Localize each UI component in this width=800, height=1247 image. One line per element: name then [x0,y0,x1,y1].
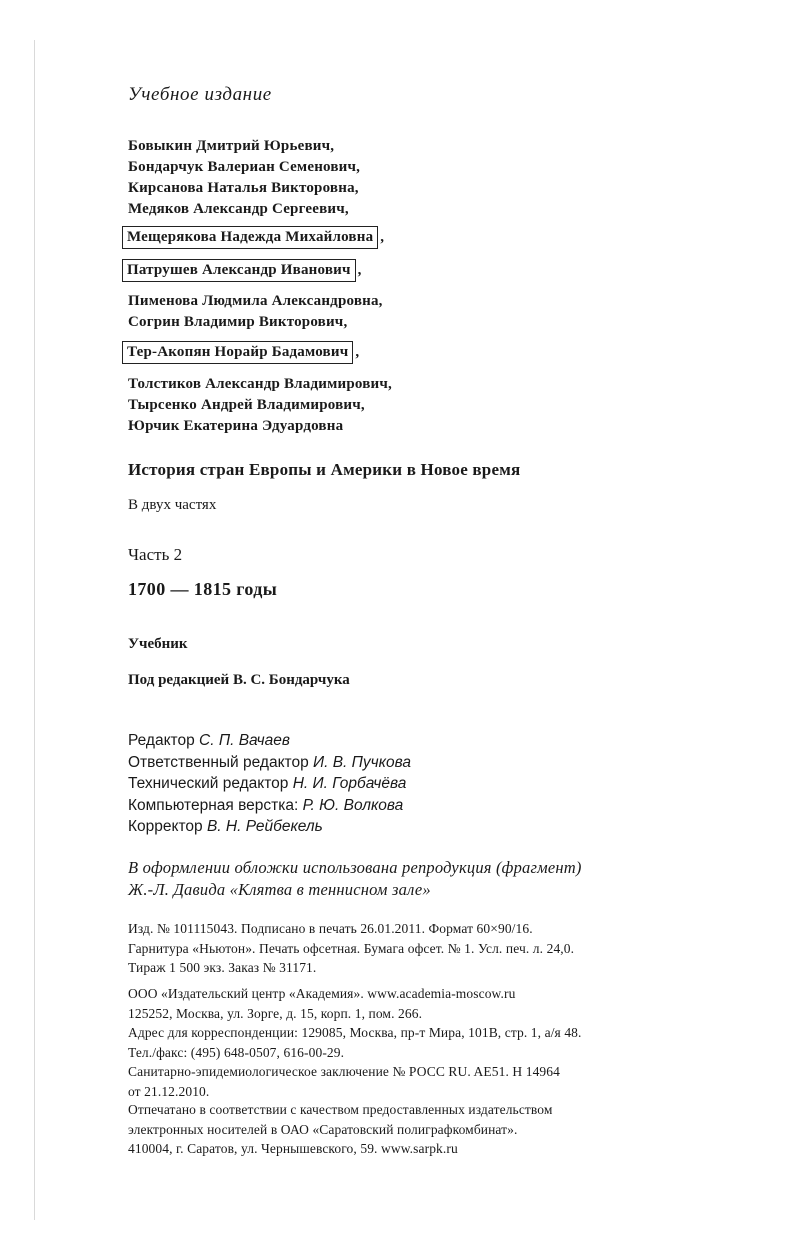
publisher-details-line: от 21.12.2010. [128,1083,210,1099]
printer-details-line: 410004, г. Саратов, ул. Чернышевского, 59. www.sarpk.ru [128,1141,458,1156]
author-2 [128,157,360,177]
print-details-line: Тираж 1 500 экз. Заказ № 31171. [128,960,317,975]
credit-person: Н. И. Горбачёва [292,775,407,792]
book-subtitle: В двух частях [128,497,217,513]
publisher-details-line: Адрес для корреспонденции: 129085, Москва, пр-т Мира, 101В, стр. 1, а/я 48. [128,1025,582,1040]
author-8 [128,312,347,332]
credit-layout [128,795,411,817]
edited-by: Под редакцией В. С. Бондарчука [128,672,350,688]
author-name: Бовыкин Дмитрий Юрьевич, [128,138,335,154]
credit-role: Ответственный редактор [128,753,309,771]
book-part: Часть 2 [128,545,183,564]
cover-note-line: В оформлении обложки использована репродукция (фрагмент) [128,858,582,877]
printer-details-line: электронных носителей в ОАО «Саратовский полиграфкомбинат». [128,1121,518,1137]
author-12 [128,416,343,436]
publisher-details-line: ООО «Издательский центр «Академия». www.academia-moscow.ru [128,986,516,1001]
print-details [128,919,574,978]
author-11 [128,395,365,415]
author-name-boxed: Патрушев Александр Иванович [122,259,356,282]
credit-editor [128,730,411,752]
credit-person: В. Н. Рейбекель [206,818,323,835]
credit-role: Компьютерная верстка: [128,796,299,814]
author-name: Бондарчук Валериан Семенович, [128,159,361,175]
author-10 [128,374,392,394]
credit-proofreader [128,816,411,838]
print-details-line: Гарнитура «Ньютон». Печать офсетная. Бумага офсет. № 1. Усл. печ. л. 24,0. [128,940,575,956]
publisher-details-line: Тел./факс: (495) 648-0507, 616-00-29. [128,1044,345,1060]
publisher-details [128,984,582,1101]
author-9 [128,342,359,362]
credit-role: Технический редактор [128,775,289,792]
author-name: Медяков Александр Сергеевич, [128,201,349,217]
credit-role: Редактор [128,732,195,749]
credit-technical-editor [128,773,411,795]
publisher-details-line: 125252, Москва, ул. Зорге, д. 15, корп. 1, пом. 266. [128,1005,423,1021]
author-comma: , [357,262,362,278]
printer-details-line: Отпечатано в соответствии с качеством предоставленных издательством [128,1102,553,1117]
author-name: Кирсанова Наталья Викторовна, [128,180,359,196]
credits-list [128,730,411,838]
author-6 [128,260,362,280]
page-margin-rule [34,40,35,1220]
publisher-details-line: Санитарно-эпидемиологическое заключение № РОСС RU. AE51. Н 14964 [128,1064,560,1079]
edition-type: Учебное издание [128,84,272,105]
author-name: Пименова Людмила Александровна, [128,293,383,309]
author-comma: , [355,344,360,360]
cover-note [128,857,582,901]
author-comma: , [380,229,385,245]
author-name-boxed: Мещерякова Надежда Михайловна [122,226,378,249]
book-years: 1700 — 1815 годы [128,579,278,599]
credit-person: Р. Ю. Волкова [302,796,404,814]
author-name: Толстиков Александр Владимирович, [128,376,393,392]
author-name: Юрчик Екатерина Эдуардовна [128,418,344,434]
author-7 [128,291,383,311]
author-1 [128,136,334,156]
author-5 [128,227,384,247]
book-kind: Учебник [128,636,188,652]
author-3 [128,178,359,198]
book-title: История стран Европы и Америки в Новое время [128,460,521,479]
credit-person: И. В. Пучкова [313,753,411,771]
cover-note-line: Ж.-Л. Давида «Клятва в теннисном зале» [128,880,431,899]
printer-details [128,1100,553,1159]
author-name-boxed: Тер-Акопян Норайр Бадамович [122,341,353,364]
print-details-line: Изд. № 101115043. Подписано в печать 26.01.2011. Формат 60×90/16. [128,921,533,936]
author-4 [128,199,349,219]
author-name: Тырсенко Андрей Владимирович, [128,397,365,413]
author-name: Согрин Владимир Викторович, [128,314,348,330]
credit-responsible-editor [128,752,411,774]
credit-role: Корректор [128,818,203,835]
credit-person: С. П. Вачаев [199,732,290,749]
